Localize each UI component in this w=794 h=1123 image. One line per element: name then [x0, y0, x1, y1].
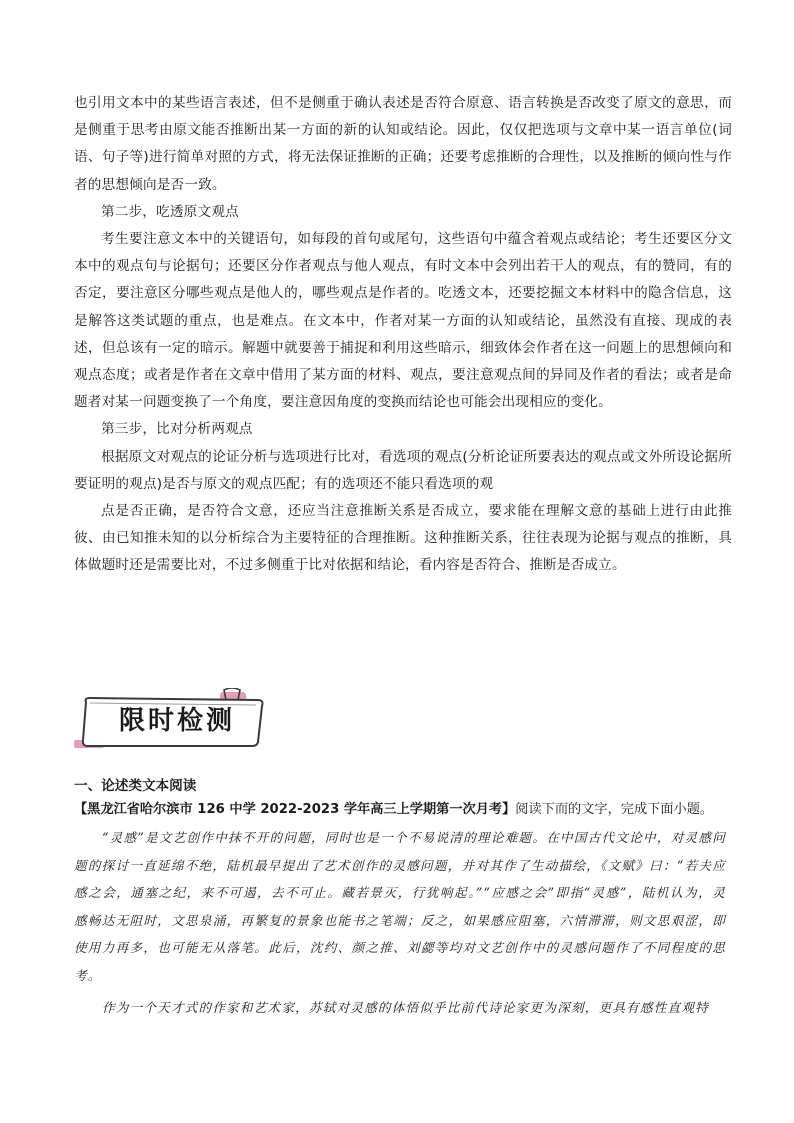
timed-test-banner — [72, 688, 272, 752]
reading-instruction: 阅读下而的文字，完成下面小题。 — [515, 802, 714, 817]
paragraph-step-two: 考生要注意文本中的关键语句，如每段的首句或尾句，这些语句中蕴含着观点或结论；考生还要区分文本中的观点句与论据句；还要区分作者观点与他人观点，有时文本中会列出若干人的观点，有的赞同，有的否定，要注意区分哪些观点是他人的，哪些观点是作者的。吃透文本，还要挖掘文本材料中的隐含信息，这是解答这类试题的重点，也是难点。在文本中，作者对某一方面的认知或结论，虽然没有直接、现成的表述，但总该有一定的暗示。解题中就要善于捕捉和利用这些暗示，细致体会作者在这一问题上的思想倾向和观点态度；或者是作者在文章中借用了某方面的材料、观点，要注意观点间的异同及作者的看法；或者是命题者对某一问题变换了一个角度，要注意因角度的变换而结论也可能会出现相应的变化。 — [74, 231, 732, 411]
paragraph-step-three: 根据原文对观点的论证分析与选项进行比对，看选项的观点(分析论证所要表达的观点或文外所设论据所要证明的观点)是否与原文的观点匹配；有的选项还不能只看选项的观 — [74, 448, 732, 492]
exam-source: 【黑龙江省哈尔滨市 126 中学 2022-2023 学年高三上学期第一次月考】 — [74, 802, 516, 817]
paragraph-inference: 也引用文本中的某些语言表述，但不是侧重于确认表述是否符合原意、语言转换是否改变了原文的意思，而是侧重于思考由原文能否推断出某一方面的新的认知或结论。因此，仅仅把选项与文章中某一语言单位(词语、句子等)进行简单对照的方式，将无法保证推断的正确；还要考虑推断的合理性，以及推断的倾向性与作者的思想倾向是否一致。 — [74, 95, 732, 193]
upper-body-text — [74, 90, 732, 580]
passage-paragraph-2: 作为一个天才式的作家和艺术家，苏轼对灵感的体悟似乎比前代诗论家更为深刻，更具有感性直观特 — [102, 999, 709, 1015]
passage-paragraph-1: “灵感”是文艺创作中抹不开的问题，同时也是一个不易说清的理论难题。在中国古代文论中，对灵感问题的探讨一直延绵不绝，陆机最早提出了艺术创作的灵感问题，并对其作了生动描绘，《文赋》曰：“若夫应感之会，通塞之纪，来不可遏，去不可止。藏若景灭，行犹响起。”“应感之会”即指“灵感”，陆机认为，灵感畅达无阻时，文思泉涌，再繁复的景象也能书之笔端；反之，如果感应阻塞，六情滞滞，则文思艰涩，即使用力再多，也可能无从落笔。此后，沈约、颜之推、刘勰等均对文艺创作中的灵感问题作了不同程度的思考。 — [74, 830, 726, 983]
banner-title: 限时检测 — [118, 706, 235, 736]
step-two-title: 第二步，吃透原文观点 — [101, 203, 239, 220]
question-source-line — [74, 800, 754, 820]
reading-passage — [74, 824, 726, 1021]
step-three-title: 第三步，比对分析两观点 — [101, 421, 253, 438]
paragraph-step-three-continued: 点是否正确，是否符合文意，还应当注意推断关系是否成立，要求能在理解文意的基础上进行由此推彼、由已知推未知的以分析综合为主要特征的合理推断。这种推断关系，往往表现为论据与观点的推断，具体做题时还是需要比对，不过多侧重于比对依据和结论，看内容是否符合、推断是否成立。 — [74, 503, 732, 574]
section-heading: 一、论述类文本阅读 — [74, 778, 197, 794]
